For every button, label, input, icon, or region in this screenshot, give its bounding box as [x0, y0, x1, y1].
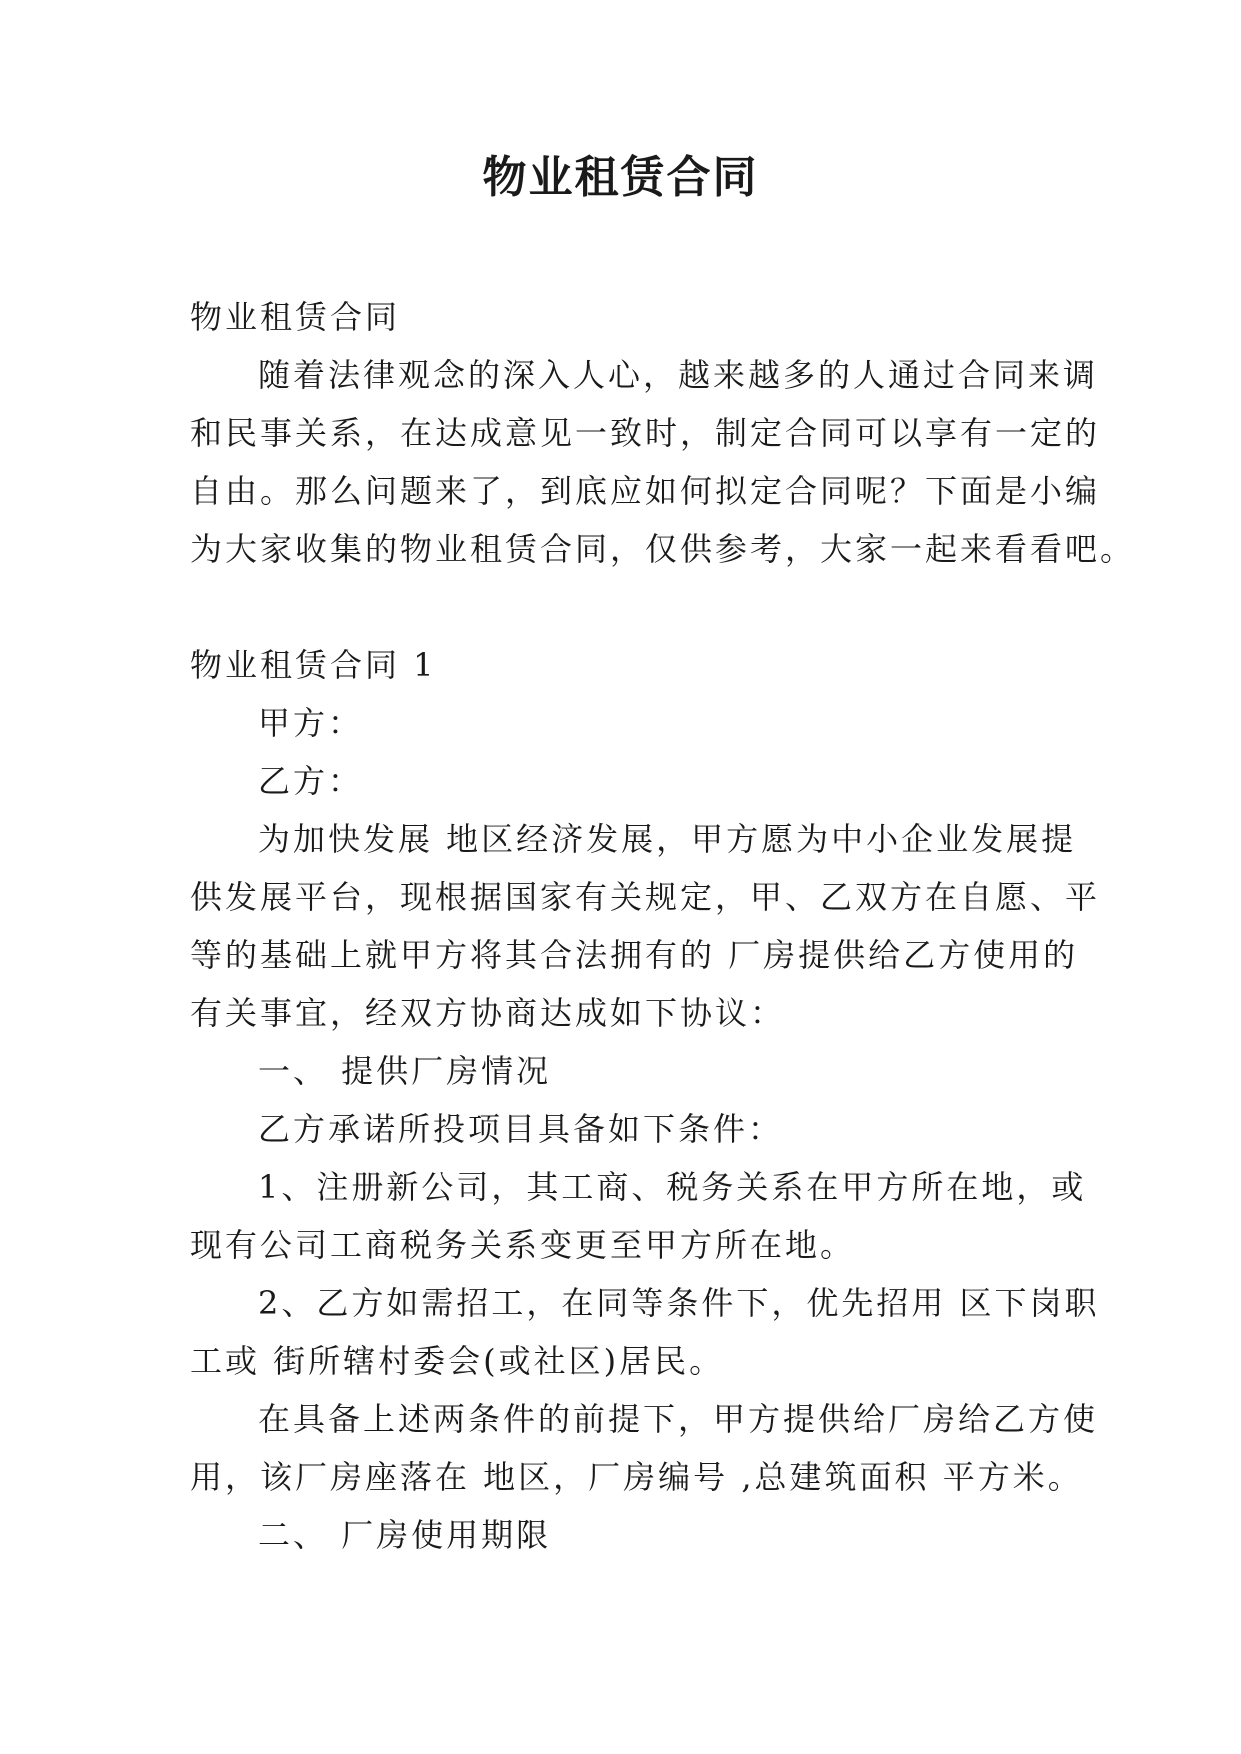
paragraph-line: 和民事关系，在达成意见一致时，制定合同可以享有一定的 [190, 414, 1101, 452]
paragraph-line: 等的基础上就甲方将其合法拥有的 厂房提供给乙方使用的 [190, 936, 1079, 974]
party-b-line: 乙方： [258, 762, 364, 800]
list-item: 1、注册新公司，其工商、税务关系在甲方所在地，或 [258, 1168, 1087, 1206]
paragraph-line: 现有公司工商税务关系变更至甲方所在地。 [190, 1226, 856, 1264]
paragraph-line: 自由。那么问题来了，到底应如何拟定合同呢？下面是小编 [190, 472, 1101, 510]
paragraph-line: 在具备上述两条件的前提下，甲方提供给厂房给乙方使 [258, 1400, 1099, 1438]
paragraph-line: 乙方承诺所投项目具备如下条件： [258, 1110, 784, 1148]
list-item: 2、乙方如需招工，在同等条件下，优先招用 区下岗职 [258, 1284, 1100, 1322]
paragraph-line: 有关事宜，经双方协商达成如下协议： [190, 994, 786, 1032]
paragraph-line: 用，该厂房座落在 地区，厂房编号 ,总建筑面积 平方米。 [190, 1458, 1083, 1496]
paragraph-line: 为加快发展 地区经济发展，甲方愿为中小企业发展提 [258, 820, 1077, 858]
paragraph-line: 为大家收集的物业租赁合同，仅供参考，大家一起来看看吧。 [190, 530, 1136, 568]
paragraph-line: 工或 街所辖村委会(或社区)居民。 [190, 1342, 725, 1380]
document-title: 物业租赁合同 [482, 152, 759, 203]
section-heading: 物业租赁合同 1 [190, 646, 437, 684]
clause-heading: 二、 厂房使用期限 [258, 1516, 552, 1554]
paragraph-line: 随着法律观念的深入人心，越来越多的人通过合同来调 [258, 356, 1099, 394]
document-body [190, 288, 1136, 1564]
clause-heading: 一、 提供厂房情况 [258, 1052, 552, 1090]
paragraph-line: 供发展平台，现根据国家有关规定，甲、乙双方在自愿、平 [190, 878, 1101, 916]
blank-line [190, 578, 1060, 636]
party-a-line: 甲方： [258, 704, 364, 742]
section-heading: 物业租赁合同 [190, 298, 401, 336]
